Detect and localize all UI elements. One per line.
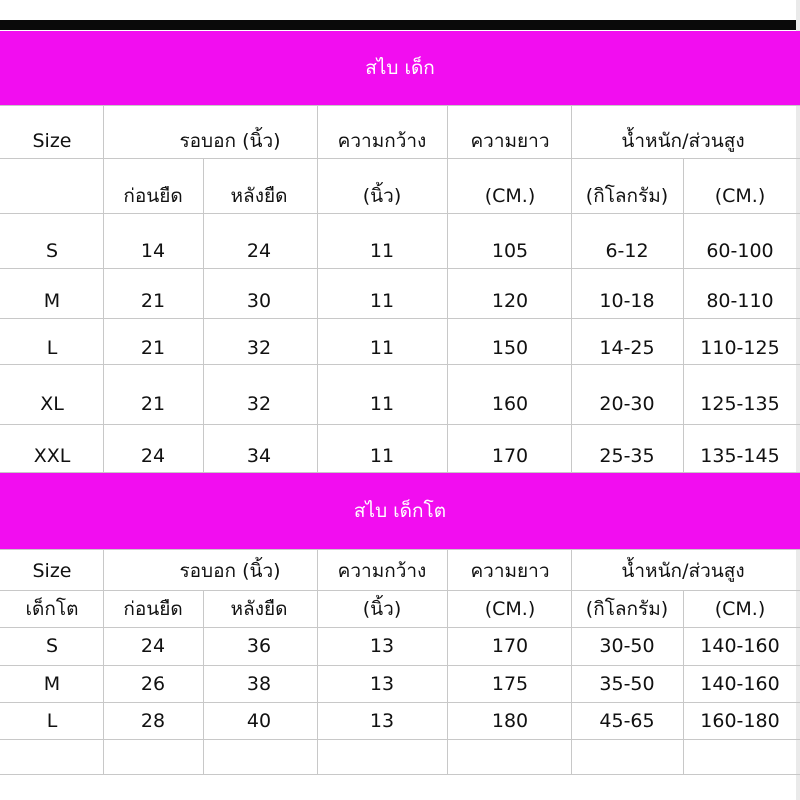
teens-header-top-cell: ความกว้าง: [337, 560, 427, 582]
kids-table-cell: 14: [140, 240, 166, 262]
teens-hline: [0, 665, 800, 666]
kids-table-cell: 24: [246, 240, 272, 262]
teens-size-label: L: [46, 710, 58, 732]
teens-table-cell: 30-50: [599, 635, 655, 657]
kids-table-cell: 25-35: [599, 445, 655, 467]
kids-table-cell: 11: [369, 393, 395, 415]
teens-table-cell: 24: [140, 635, 166, 657]
teens-title: สไบ เด็กโต: [353, 500, 447, 522]
kids-hline: [0, 424, 800, 425]
kids-hline: [0, 318, 800, 319]
kids-table-cell: 21: [140, 393, 166, 415]
kids-header-top-cell: รอบอก (นิ้ว): [179, 130, 281, 152]
kids-header-top-cell: ความกว้าง: [337, 130, 427, 152]
kids-table-cell: 80-110: [706, 290, 774, 312]
kids-table-cell: 11: [369, 240, 395, 262]
teens-table-cell: 180: [491, 710, 529, 732]
kids-table-cell: 160: [491, 393, 529, 415]
kids-hline: [0, 213, 800, 214]
teens-table-cell: 13: [369, 710, 395, 732]
kids-table-cell: 150: [491, 337, 529, 359]
kids-table-cell: 6-12: [605, 240, 649, 262]
teens-header-sub-cell: หลังยืด: [230, 598, 288, 620]
teens-table-cell: 170: [491, 635, 529, 657]
teens-size-label: M: [43, 673, 61, 695]
kids-table-cell: 21: [140, 290, 166, 312]
teens-size-label: S: [45, 635, 59, 657]
kids-hline: [0, 105, 800, 106]
kids-table-cell: 125-135: [700, 393, 780, 415]
kids-table-cell: 24: [140, 445, 166, 467]
kids-size-label: S: [45, 240, 59, 262]
kids-header-top-cell: ความยาว: [470, 130, 550, 152]
teens-table-cell: 13: [369, 635, 395, 657]
kids-header-top-cell: Size: [32, 130, 72, 152]
kids-hline: [0, 268, 800, 269]
kids-hline: [0, 158, 800, 159]
teens-header-top-cell: Size: [32, 560, 72, 582]
kids-table-cell: 135-145: [700, 445, 780, 467]
kids-table-cell: 32: [246, 393, 272, 415]
kids-table-cell: 21: [140, 337, 166, 359]
teens-header-top-cell: น้ำหนัก/ส่วนสูง: [621, 560, 745, 582]
kids-table-cell: 11: [369, 337, 395, 359]
teens-header-sub-cell: (นิ้ว): [362, 598, 402, 620]
kids-header-sub-cell: ก่อนยืด: [123, 185, 183, 207]
top-black-bar: [0, 20, 800, 30]
kids-hline: [0, 364, 800, 365]
teens-header-sub-cell: ก่อนยืด: [123, 598, 183, 620]
teens-title-banner: [0, 473, 800, 549]
teens-hline: [0, 702, 800, 703]
kids-title-banner: [0, 31, 800, 105]
kids-header-top-cell: น้ำหนัก/ส่วนสูง: [621, 130, 745, 152]
kids-table-cell: 110-125: [700, 337, 780, 359]
kids-header-sub-cell: (CM.): [484, 185, 536, 207]
kids-table-cell: 20-30: [599, 393, 655, 415]
kids-header-sub-cell: (นิ้ว): [362, 185, 402, 207]
kids-table-cell: 10-18: [599, 290, 655, 312]
teens-table-cell: 175: [491, 673, 529, 695]
teens-table-cell: 13: [369, 673, 395, 695]
kids-table-cell: 34: [246, 445, 272, 467]
teens-table-cell: 140-160: [700, 635, 780, 657]
kids-table-cell: 11: [369, 290, 395, 312]
kids-hline: [0, 472, 800, 473]
teens-table-cell: 36: [246, 635, 272, 657]
teens-hline: [0, 549, 800, 550]
kids-header-sub-cell: หลังยืด: [230, 185, 288, 207]
teens-header-sub-cell: เด็กโต: [25, 598, 79, 620]
teens-table-cell: 28: [140, 710, 166, 732]
kids-table-cell: 14-25: [599, 337, 655, 359]
teens-table-cell: 40: [246, 710, 272, 732]
teens-hline: [0, 739, 800, 740]
kids-size-label: XXL: [33, 445, 71, 467]
kids-header-sub-cell: (กิโลกรัม): [585, 185, 669, 207]
kids-header-sub-cell: (CM.): [714, 185, 766, 207]
teens-table-cell: 140-160: [700, 673, 780, 695]
kids-table-cell: 105: [491, 240, 529, 262]
teens-hline: [0, 590, 800, 591]
kids-size-label: M: [43, 290, 61, 312]
teens-table-cell: 26: [140, 673, 166, 695]
kids-size-label: L: [46, 337, 58, 359]
kids-table-cell: 120: [491, 290, 529, 312]
teens-table-cell: 160-180: [700, 710, 780, 732]
teens-hline: [0, 627, 800, 628]
teens-table-cell: 45-65: [599, 710, 655, 732]
teens-hline: [0, 774, 800, 775]
teens-header-sub-cell: (CM.): [714, 598, 766, 620]
teens-header-sub-cell: (CM.): [484, 598, 536, 620]
teens-table-cell: 38: [246, 673, 272, 695]
kids-title: สไบ เด็ก: [365, 57, 435, 79]
kids-table-cell: 60-100: [706, 240, 774, 262]
teens-header-top-cell: ความยาว: [470, 560, 550, 582]
kids-table-cell: 30: [246, 290, 272, 312]
kids-table-cell: 32: [246, 337, 272, 359]
kids-table-cell: 11: [369, 445, 395, 467]
kids-size-label: XL: [40, 393, 64, 415]
teens-header-top-cell: รอบอก (นิ้ว): [179, 560, 281, 582]
teens-table-cell: 35-50: [599, 673, 655, 695]
teens-header-sub-cell: (กิโลกรัม): [585, 598, 669, 620]
kids-table-cell: 170: [491, 445, 529, 467]
